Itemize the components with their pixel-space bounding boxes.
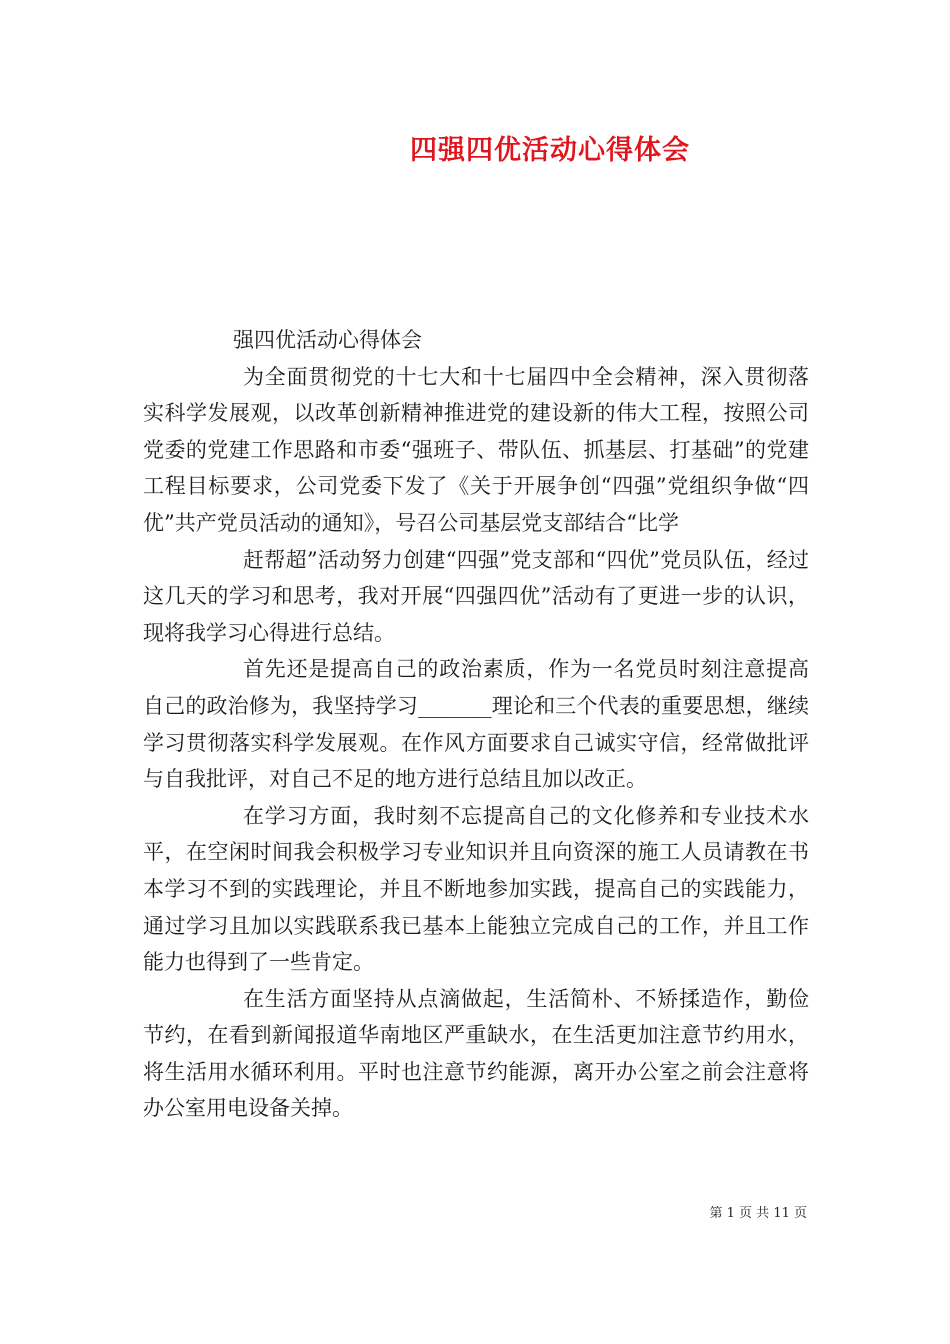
page-number: 第 1 页 共 11 页 <box>709 1206 807 1221</box>
document-subtitle: 强四优活动心得体会 <box>233 328 422 352</box>
paragraph-political: 首先还是提高自己的政治素质，作为一名党员时刻注意提高自己的政治修为，我坚持学习_______理论和三个代表的重要思想，继续学习贯彻落实科学发展观。在作风方面要求自己诚实守信，经常做批评与自我批评，对自己不足的地方进行总结且加以改正。 <box>143 657 809 792</box>
document-title: 四强四优活动心得体会 <box>410 135 690 166</box>
paragraph-intro: 为全面贯彻党的十七大和十七届四中全会精神，深入贯彻落实科学发展观，以改革创新精神推进党的建设新的伟大工程，按照公司党委的党建工作思路和市委“强班子、带队伍、抓基层、打基础”的党建工程目标要求，公司党委下发了《关于开展争创“四强”党组织争做“四优”共产党员活动的通知》，号召公司基层党支部结合“比学 <box>143 364 809 535</box>
paragraph-continuation: 赶帮超”活动努力创建“四强”党支部和“四优”党员队伍，经过这几天的学习和思考，我对开展“四强四优”活动有了更进一步的认识，现将我学习心得进行总结。 <box>143 547 809 645</box>
paragraph-study: 在学习方面，我时刻不忘提高自己的文化修养和专业技术水平，在空闲时间我会积极学习专业知识并且向资深的施工人员请教在书本学习不到的实践理论，并且不断地参加实践，提高自己的实践能力，通过学习且加以实践联系我已基本上能独立完成自己的工作，并且工作能力也得到了一些肯定。 <box>143 803 809 975</box>
document-body <box>143 322 809 1127</box>
paragraph-life: 在生活方面坚持从点滴做起，生活简朴、不矫揉造作，勤俭节约，在看到新闻报道华南地区严重缺水，在生活更加注意节约用水，将生活用水循环利用。平时也注意节约能源，离开办公室之前会注意将办公室用电设备关掉。 <box>143 986 809 1121</box>
